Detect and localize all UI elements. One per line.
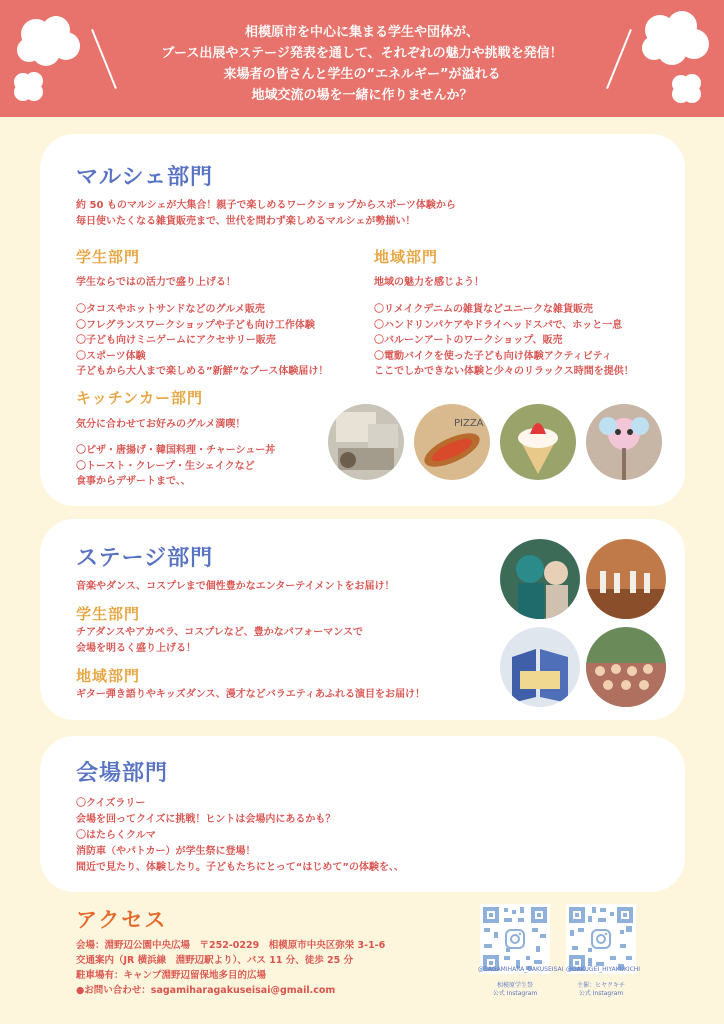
decorative-slash bbox=[91, 29, 117, 89]
venue-line: 消防車（やパトカー）が学生祭に登場！ bbox=[76, 846, 256, 857]
marche-local-list bbox=[374, 302, 634, 380]
workshop-photo bbox=[328, 404, 404, 480]
access-info bbox=[76, 938, 385, 998]
intro-line: 毎日使いたくなる雑貨販売まで、世代を問わず楽しめるマルシェが勢揃い！ bbox=[76, 215, 416, 227]
pizza-label: PIZZA bbox=[454, 418, 484, 429]
kitchen-title: キッチンカー部門 bbox=[76, 389, 203, 407]
marche-student-lead: 学生ならではの活力で盛り上げる！ bbox=[76, 277, 236, 288]
kitchen-list bbox=[76, 443, 275, 490]
stage-student-list bbox=[76, 625, 363, 656]
list-item: 〇タコスやホットサンドなどのグルメ販売 bbox=[76, 304, 265, 315]
pizza-photo bbox=[414, 404, 490, 480]
marche-card bbox=[40, 134, 685, 506]
balloon-photo bbox=[586, 404, 662, 480]
stage-card bbox=[40, 519, 685, 720]
contact-email[interactable]: ●お問い合わせ：sagamiharagakuseisai@gmail.com bbox=[76, 985, 336, 996]
venue-line: 間近で見たり、体験したり。子どもたちにとって“はじめて”の体験を、、 bbox=[76, 862, 404, 873]
qr-caption bbox=[576, 982, 626, 998]
marche-student-title: 学生部門 bbox=[76, 248, 141, 266]
stage-intro: 音楽やダンス、コスプレまで個性豊かなエンターテイメントをお届け！ bbox=[76, 581, 395, 592]
list-item: 〇ハンドリンパケアやドライヘッドスパで、ホッと一息 bbox=[374, 319, 623, 331]
kitchen-lead: 気分に合わせてお好みのグルメ満喫！ bbox=[76, 419, 246, 430]
venue-title: 会場部門 bbox=[76, 761, 169, 786]
list-item: 〇スポーツ体験 bbox=[76, 350, 146, 362]
qr-handle: @SAGAMIHARA_GAKUSEISAI bbox=[478, 966, 564, 973]
access-title: アクセス bbox=[76, 908, 168, 932]
qr-caption-line: 公式 Instagram bbox=[578, 990, 624, 997]
decorative-slash bbox=[606, 29, 632, 89]
flower-cloud-icon bbox=[638, 10, 714, 68]
qr-code-hiyakukichi[interactable] bbox=[566, 904, 636, 974]
marche-intro bbox=[76, 198, 456, 229]
snack-package-photo bbox=[500, 627, 580, 707]
list-item: 〇バルーンアートのワークショップ、販売 bbox=[374, 335, 563, 346]
qr-code-gakuseisai[interactable] bbox=[480, 904, 550, 974]
list-item: 会場を明るく盛り上げる！ bbox=[76, 642, 196, 654]
list-item: 食事からデザートまで、、 bbox=[76, 476, 191, 487]
venue-line: 〇クイズラリー bbox=[76, 798, 146, 809]
header-line: 地域交流の場を一緒に作りませんか？ bbox=[251, 88, 473, 103]
marche-local-lead: 地域の魅力を感じよう！ bbox=[374, 277, 484, 288]
crowd-photo bbox=[586, 627, 666, 707]
list-item: 〇トースト・クレープ・生シェイクなど bbox=[76, 460, 255, 472]
qr-caption-line: 公式 Instagram bbox=[492, 990, 538, 997]
list-item: 〇フレグランスワークショップや子ども向け工作体験 bbox=[76, 319, 315, 331]
venue-line: 会場を回ってクイズに挑戦！ヒントは会場内にあるかも？ bbox=[76, 814, 336, 825]
list-item: 〇電動バイクを使った子ども向け体験アクティビティ bbox=[374, 350, 612, 362]
crepe-photo bbox=[500, 404, 576, 480]
header-banner bbox=[0, 0, 724, 117]
qr-caption-line: 主催：ヒヤクキチ bbox=[576, 982, 625, 989]
list-item: 〇子ども向けミニゲームにアクセサリー販売 bbox=[76, 335, 276, 346]
list-item: チアダンスやアカペラ、コスプレなど、豊かなパフォーマンスで bbox=[76, 627, 363, 638]
stage-performance-photo bbox=[586, 539, 666, 619]
stage-local-title: 地域部門 bbox=[76, 667, 141, 685]
stage-local-text: ギター弾き語りやキッズダンス、漫才などバラエティあふれる演目をお届け！ bbox=[76, 689, 425, 700]
flower-cloud-icon bbox=[670, 72, 704, 106]
access-line: 会場：淵野辺公園中央広場 〒252-0229 相模原市中央区弥栄 3-1-6 bbox=[76, 940, 386, 951]
intro-line: 約 50 ものマルシェが大集合！親子で楽しめるワークショップからスポーツ体験から bbox=[76, 200, 456, 211]
cosplay-photo bbox=[500, 539, 580, 619]
stage-student-title: 学生部門 bbox=[76, 605, 141, 623]
header-line: ブース出展やステージ発表を通して、それぞれの魅力や挑戦を発信！ bbox=[161, 46, 563, 61]
qr-caption bbox=[490, 982, 540, 998]
stage-title: ステージ部門 bbox=[76, 546, 214, 571]
flower-cloud-icon bbox=[14, 14, 84, 70]
list-item: 〇リメイクデニムの雑貨などユニークな雑貨販売 bbox=[374, 304, 593, 315]
marche-local-title: 地域部門 bbox=[374, 248, 439, 266]
header-line: 相模原市を中心に集まる学生や団体が、 bbox=[244, 25, 479, 40]
header-text bbox=[140, 22, 584, 106]
access-line: 駐車場有：キャンプ淵野辺留保地多目的広場 bbox=[76, 970, 267, 981]
header-line: 来場者の皆さんと学生の“エネルギー”が溢れる bbox=[223, 67, 501, 82]
list-item: 〇ピザ・唐揚げ・韓国料理・チャーシュー丼 bbox=[76, 445, 276, 456]
marche-title: マルシェ部門 bbox=[76, 165, 214, 190]
marche-student-list bbox=[76, 302, 328, 380]
list-item: ここでしかできない体験と少々のリラックス時間を提供！ bbox=[374, 366, 634, 377]
venue-card bbox=[40, 736, 685, 892]
qr-handle: @GAKUGEI_HIYAKUKICHI bbox=[566, 966, 641, 973]
list-item: 子どもから大人まで楽しめる”新鮮”なブース体験届け！ bbox=[76, 366, 329, 377]
venue-text bbox=[76, 796, 404, 876]
venue-line: 〇はたらくクルマ bbox=[76, 830, 156, 841]
access-line: 交通案内（JR 横浜線 淵野辺駅より）、バス 11 分、徒歩 25 分 bbox=[76, 955, 354, 966]
flower-cloud-icon bbox=[12, 70, 46, 104]
qr-caption-line: 相模原学生祭 bbox=[496, 982, 533, 989]
